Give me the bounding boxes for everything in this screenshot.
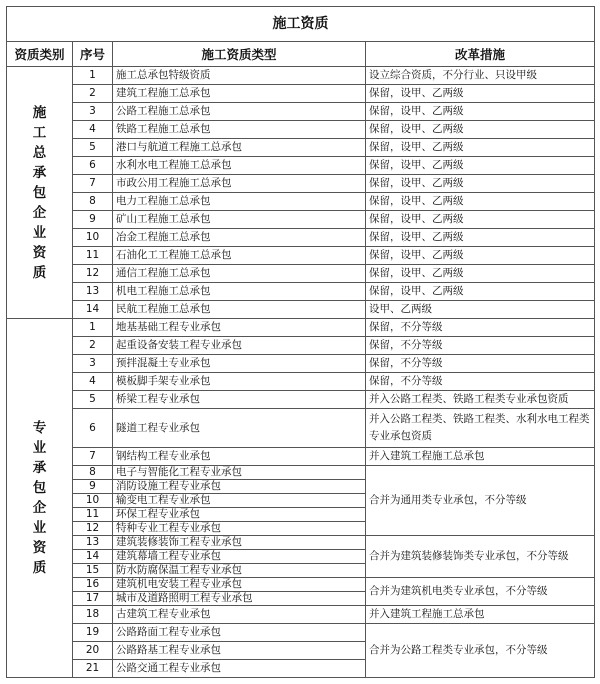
row-number: 6 — [73, 157, 113, 175]
header-number: 序号 — [73, 42, 113, 67]
table-row — [7, 606, 595, 624]
row-type: 特种专业工程专业承包 — [113, 522, 366, 536]
row-number: 8 — [73, 193, 113, 211]
row-type: 冶金工程施工总承包 — [113, 229, 366, 247]
table-row — [7, 157, 595, 175]
table-row — [7, 624, 595, 642]
row-measure: 设甲、乙两级 — [366, 301, 595, 319]
row-measure: 保留，设甲、乙两级 — [366, 121, 595, 139]
row-type: 建筑装修装饰工程专业承包 — [113, 536, 366, 550]
row-measure: 并入公路工程类、铁路工程类专业承包资质 — [366, 391, 595, 409]
row-number: 6 — [73, 409, 113, 448]
table-row — [7, 448, 595, 466]
header-row — [7, 42, 595, 67]
table-title: 施工资质 — [7, 7, 595, 42]
row-type: 建筑工程施工总承包 — [113, 85, 366, 103]
row-number: 3 — [73, 103, 113, 121]
merged-measure: 合并为建筑装修装饰类专业承包，不分等级 — [366, 536, 595, 578]
merged-measure: 合并为建筑机电类专业承包，不分等级 — [366, 578, 595, 606]
row-type: 输变电工程专业承包 — [113, 494, 366, 508]
row-type: 起重设备安装工程专业承包 — [113, 337, 366, 355]
row-number: 14 — [73, 301, 113, 319]
table-row — [7, 229, 595, 247]
table-row — [7, 301, 595, 319]
row-type: 地基基础工程专业承包 — [113, 319, 366, 337]
row-number: 15 — [73, 564, 113, 578]
header-measure: 改革措施 — [366, 42, 595, 67]
table-row — [7, 103, 595, 121]
row-type: 钢结构工程专业承包 — [113, 448, 366, 466]
row-type: 水利水电工程施工总承包 — [113, 157, 366, 175]
row-number: 4 — [73, 373, 113, 391]
row-type: 通信工程施工总承包 — [113, 265, 366, 283]
row-type: 古建筑工程专业承包 — [113, 606, 366, 624]
row-number: 16 — [73, 578, 113, 592]
row-measure: 保留，设甲、乙两级 — [366, 157, 595, 175]
row-number: 9 — [73, 211, 113, 229]
row-type: 建筑幕墙工程专业承包 — [113, 550, 366, 564]
table-row — [7, 139, 595, 157]
row-measure: 保留，设甲、乙两级 — [366, 85, 595, 103]
row-number: 9 — [73, 480, 113, 494]
row-number: 1 — [73, 319, 113, 337]
row-type: 公路交通工程专业承包 — [113, 660, 366, 678]
row-type: 公路路基工程专业承包 — [113, 642, 366, 660]
row-measure: 保留，不分等级 — [366, 319, 595, 337]
row-type: 民航工程施工总承包 — [113, 301, 366, 319]
category-label: 专业承包企业资质 — [32, 420, 47, 576]
row-type: 港口与航道工程施工总承包 — [113, 139, 366, 157]
table-row — [7, 247, 595, 265]
row-measure: 保留，不分等级 — [366, 373, 595, 391]
row-measure: 保留，设甲、乙两级 — [366, 229, 595, 247]
row-measure: 保留，设甲、乙两级 — [366, 139, 595, 157]
header-category: 资质类别 — [7, 42, 73, 67]
row-measure: 保留，不分等级 — [366, 355, 595, 373]
category-cell — [7, 67, 73, 319]
table-row — [7, 85, 595, 103]
row-type: 建筑机电安装工程专业承包 — [113, 578, 366, 592]
row-number: 14 — [73, 550, 113, 564]
row-number: 1 — [73, 67, 113, 85]
row-number: 10 — [73, 494, 113, 508]
table-row — [7, 319, 595, 337]
row-number: 13 — [73, 283, 113, 301]
table-row — [7, 409, 595, 448]
row-type: 公路工程施工总承包 — [113, 103, 366, 121]
row-number: 4 — [73, 121, 113, 139]
row-type: 电子与智能化工程专业承包 — [113, 466, 366, 480]
row-type: 预拌混凝土专业承包 — [113, 355, 366, 373]
table-row — [7, 391, 595, 409]
row-number: 3 — [73, 355, 113, 373]
table-row — [7, 121, 595, 139]
row-number: 18 — [73, 606, 113, 624]
row-type: 模板脚手架专业承包 — [113, 373, 366, 391]
row-number: 7 — [73, 175, 113, 193]
row-type: 机电工程施工总承包 — [113, 283, 366, 301]
row-number: 8 — [73, 466, 113, 480]
merged-measure: 合并为通用类专业承包，不分等级 — [366, 466, 595, 536]
row-number: 5 — [73, 139, 113, 157]
merged-measure: 合并为公路工程类专业承包，不分等级 — [366, 624, 595, 678]
table-row — [7, 67, 595, 85]
table-row — [7, 466, 595, 480]
row-type: 施工总承包特级资质 — [113, 67, 366, 85]
row-type: 消防设施工程专业承包 — [113, 480, 366, 494]
row-type: 公路路面工程专业承包 — [113, 624, 366, 642]
row-measure: 并入建筑工程施工总承包 — [366, 606, 595, 624]
row-number: 19 — [73, 624, 113, 642]
row-number: 12 — [73, 522, 113, 536]
category-cell — [7, 319, 73, 678]
table-row — [7, 355, 595, 373]
table-row — [7, 193, 595, 211]
qualification-table — [6, 6, 595, 678]
row-type: 矿山工程施工总承包 — [113, 211, 366, 229]
row-type: 城市及道路照明工程专业承包 — [113, 592, 366, 606]
row-measure: 保留，不分等级 — [366, 337, 595, 355]
row-measure: 保留，设甲、乙两级 — [366, 193, 595, 211]
row-type: 铁路工程施工总承包 — [113, 121, 366, 139]
row-measure: 保留，设甲、乙两级 — [366, 247, 595, 265]
row-number: 2 — [73, 337, 113, 355]
row-measure: 设立综合资质，不分行业、只设甲级 — [366, 67, 595, 85]
row-measure: 并入公路工程类、铁路工程类、水利水电工程类专业承包资质 — [366, 409, 595, 448]
row-measure: 保留，设甲、乙两级 — [366, 283, 595, 301]
row-number: 11 — [73, 508, 113, 522]
row-measure: 保留，设甲、乙两级 — [366, 211, 595, 229]
row-number: 10 — [73, 229, 113, 247]
category-label: 施工总承包企业资质 — [32, 104, 47, 281]
row-type: 防水防腐保温工程专业承包 — [113, 564, 366, 578]
row-number: 7 — [73, 448, 113, 466]
header-type: 施工资质类型 — [113, 42, 366, 67]
row-number: 17 — [73, 592, 113, 606]
row-number: 5 — [73, 391, 113, 409]
row-type: 桥梁工程专业承包 — [113, 391, 366, 409]
table-row — [7, 337, 595, 355]
table-row — [7, 373, 595, 391]
table-row — [7, 578, 595, 592]
row-type: 隧道工程专业承包 — [113, 409, 366, 448]
row-number: 13 — [73, 536, 113, 550]
row-type: 市政公用工程施工总承包 — [113, 175, 366, 193]
table-row — [7, 175, 595, 193]
row-measure: 并入建筑工程施工总承包 — [366, 448, 595, 466]
table-row — [7, 536, 595, 550]
row-measure: 保留，设甲、乙两级 — [366, 265, 595, 283]
row-measure: 保留，设甲、乙两级 — [366, 103, 595, 121]
row-number: 12 — [73, 265, 113, 283]
row-number: 21 — [73, 660, 113, 678]
row-number: 20 — [73, 642, 113, 660]
row-type: 石油化工工程施工总承包 — [113, 247, 366, 265]
table-row — [7, 265, 595, 283]
row-type: 环保工程专业承包 — [113, 508, 366, 522]
table-row — [7, 283, 595, 301]
row-measure: 保留，设甲、乙两级 — [366, 175, 595, 193]
row-number: 2 — [73, 85, 113, 103]
table-row — [7, 211, 595, 229]
row-number: 11 — [73, 247, 113, 265]
row-type: 电力工程施工总承包 — [113, 193, 366, 211]
